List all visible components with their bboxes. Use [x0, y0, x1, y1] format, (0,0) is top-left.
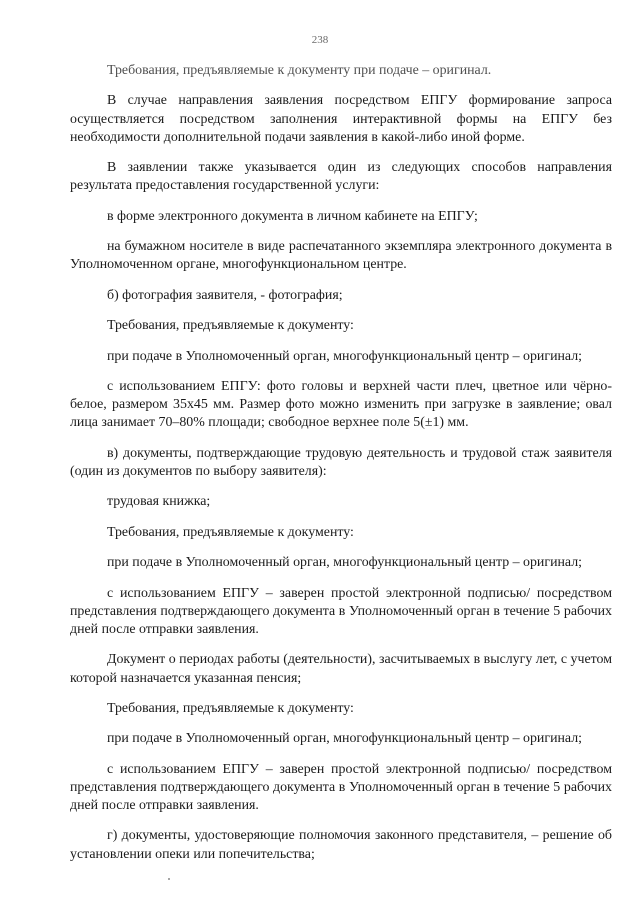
- paragraph-applicant-photo: б) фотография заявителя, - фотография;: [107, 287, 343, 303]
- paragraph-epgu-interactive-form: В случае направления заявления посредством ЕПГУ формирование запроса осуществляется посредством заполнения интерактивной формы на ЕПГУ без необходимости дополнительной подачи заявления в какой-либо иной форме.: [70, 93, 612, 145]
- paragraph-photo-specs: с использованием ЕПГУ: фото головы и верхней части плеч, цветное или чёрно-белое, размером 35х45 мм. Размер фото можно изменить при загрузке в заявление; овал лица занимает 70–80% площади; свободное верхнее поле 5(±1) мм.: [70, 378, 612, 431]
- scan-speck: [168, 878, 170, 880]
- paragraph-requirements-heading: Требования, предъявляемые к документу:: [107, 524, 354, 540]
- page-number: 238: [311, 34, 329, 46]
- paragraph-epgu-signature: с использованием ЕПГУ – заверен простой электронной подписью/ посредством представления подтверждающего документа в Уполномоченный орган в течение 5 рабочих дней после отправки заявления.: [70, 585, 612, 637]
- paragraph-requirements-heading: Требования, предъявляемые к документу:: [107, 318, 354, 334]
- paragraph-submission-original: при подаче в Уполномоченный орган, многофункциональный центр – оригинал;: [107, 555, 583, 571]
- paragraph-requirements-original: Требования, предъявляемые к документу при подаче – оригинал.: [107, 63, 492, 78]
- paragraph-legal-representative: г) документы, удостоверяющие полномочия законного представителя, – решение об установлении опеки или попечительства;: [70, 828, 612, 862]
- paragraph-electronic-document: в форме электронного документа в личном кабинете на ЕПГУ;: [107, 208, 478, 224]
- document-body: [70, 62, 612, 876]
- paragraph-paper-document: на бумажном носителе в виде распечатанного экземпляра электронного документа в Уполномоченном органе, многофункциональном центре.: [70, 239, 612, 273]
- paragraph-employment-documents: в) документы, подтверждающие трудовую деятельность и трудовой стаж заявителя (один из документов по выбору заявителя):: [70, 445, 612, 479]
- paragraph-service-periods-document: Документ о периодах работы (деятельности), засчитываемых в выслугу лет, с учетом которой назначается указанная пенсия;: [70, 652, 612, 686]
- paragraph-submission-original: при подаче в Уполномоченный орган, многофункциональный центр – оригинал;: [107, 348, 583, 364]
- paragraph-work-record-book: трудовая книжка;: [107, 494, 211, 510]
- paragraph-result-delivery-methods: В заявлении также указывается один из следующих способов направления результата предоставления государственной услуги:: [70, 160, 612, 194]
- paragraph-submission-original: при подаче в Уполномоченный орган, многофункциональный центр – оригинал;: [107, 731, 583, 747]
- paragraph-epgu-signature: с использованием ЕПГУ – заверен простой электронной подписью/ посредством представления подтверждающего документа в Уполномоченный орган в течение 5 рабочих дней после отправки заявления.: [70, 761, 612, 814]
- paragraph-requirements-heading: Требования, предъявляемые к документу:: [107, 700, 354, 716]
